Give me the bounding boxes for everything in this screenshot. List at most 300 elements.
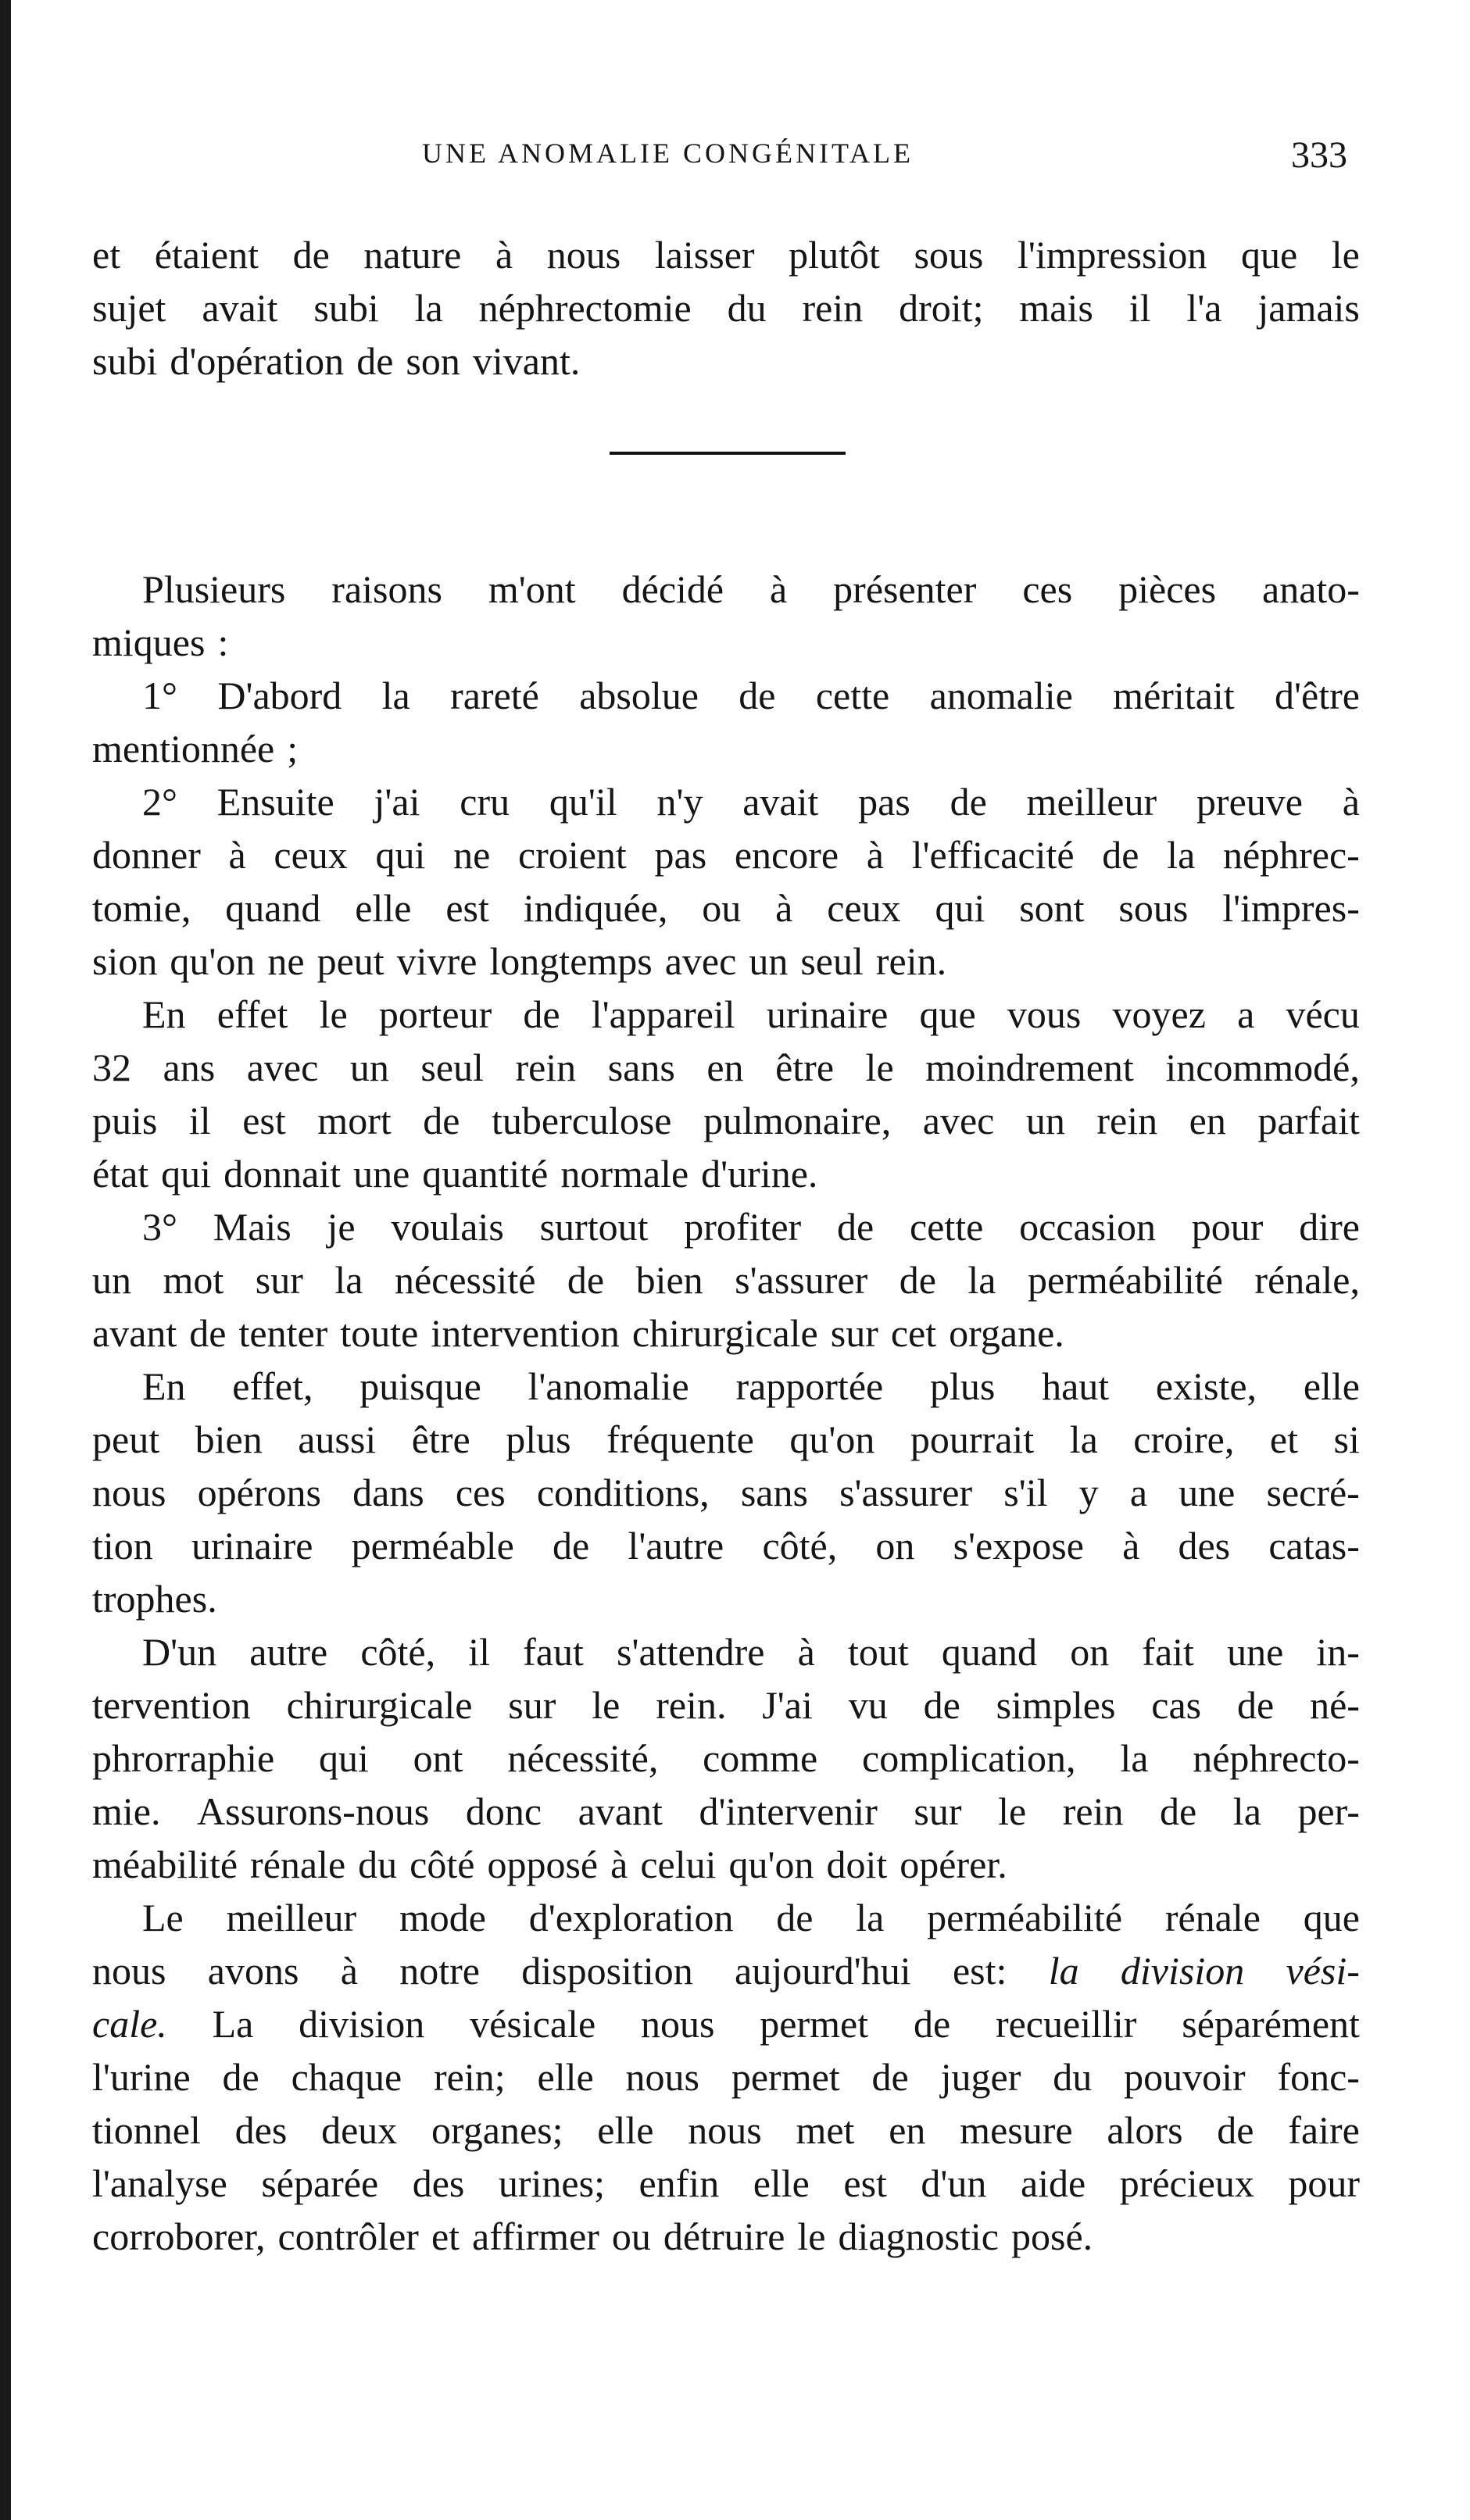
word: vivre [396, 939, 477, 983]
word: avant [578, 1789, 663, 1833]
word: le [1331, 233, 1360, 277]
word: de [523, 992, 560, 1036]
word: aide [1020, 2161, 1086, 2205]
word: pourrait [910, 1417, 1035, 1461]
word: a [1237, 992, 1255, 1036]
word: intervention [431, 1311, 620, 1355]
text-line [92, 1466, 1360, 1519]
word: ces [1022, 567, 1073, 611]
word: l'analyse [92, 2161, 227, 2205]
word: conditions, [536, 1471, 710, 1514]
word: une [1179, 1471, 1236, 1514]
word: urines; [498, 2161, 605, 2205]
word: de [292, 233, 330, 277]
word: la [1120, 1736, 1149, 1780]
word: puisque [359, 1364, 481, 1408]
word: est: [952, 1949, 1007, 1993]
word: quand [941, 1630, 1038, 1674]
word: à [770, 567, 788, 611]
word: l'impres- [1222, 886, 1360, 930]
word: néphrectomie [478, 286, 692, 330]
word: chirurgicale [631, 1311, 818, 1355]
word: d'exploration [528, 1896, 734, 1939]
word: mode [399, 1896, 486, 1939]
word: comme [703, 1736, 818, 1780]
word: 3° [142, 1205, 177, 1249]
word: ans [163, 1046, 216, 1089]
word: corroborer, [92, 2214, 266, 2258]
word: le [592, 1683, 621, 1727]
word: rein [515, 1046, 577, 1089]
text-line [92, 334, 1360, 388]
word: la [856, 1896, 885, 1939]
word: in- [1316, 1630, 1360, 1674]
word: détruire [663, 2214, 785, 2258]
word: on [875, 1524, 915, 1567]
word: la [1167, 833, 1196, 877]
word: faire [1288, 2108, 1360, 2152]
text-line [92, 881, 1360, 935]
word: un [1025, 1099, 1065, 1142]
word: aussi [298, 1417, 377, 1461]
word: le [797, 2214, 826, 2258]
text-line [92, 1147, 1360, 1200]
word: rein [802, 286, 864, 330]
word: avec [664, 939, 737, 983]
word: ces [455, 1471, 506, 1514]
text-line [92, 228, 1360, 281]
word: mais [1019, 286, 1093, 330]
text-line [92, 1678, 1360, 1732]
word: donnait [224, 1152, 342, 1196]
text-line [92, 1997, 1360, 2050]
word: normale [560, 1152, 689, 1196]
word: perméabilité [1027, 1258, 1223, 1302]
word: en [1189, 1099, 1226, 1142]
word: et [92, 233, 121, 277]
paragraph [92, 1891, 1360, 2263]
word: en [706, 1046, 744, 1089]
paragraph [92, 1360, 1360, 1625]
word: de [899, 1258, 936, 1302]
word: disposition [521, 1949, 693, 1993]
word: croire, [1133, 1417, 1235, 1461]
word: subi [92, 339, 158, 383]
word: des [234, 2108, 288, 2152]
word: pour [1191, 1205, 1264, 1249]
word: nature [363, 233, 462, 277]
word: qui [161, 1152, 212, 1196]
text-line [92, 1200, 1360, 1253]
word: seul [800, 939, 864, 983]
word: tervention [92, 1683, 251, 1727]
word: de [913, 2002, 951, 2046]
paragraph [92, 228, 1360, 388]
word: organes; [431, 2108, 563, 2152]
word: s'expose [953, 1524, 1084, 1567]
word: division [1120, 1949, 1245, 1993]
text-line [92, 1094, 1360, 1147]
word: est [843, 2161, 887, 2205]
word: et [431, 2214, 460, 2258]
word: tomie, [92, 886, 191, 930]
word: tout [847, 1630, 909, 1674]
word: preuve [1196, 780, 1303, 824]
word: il [1128, 286, 1151, 330]
word: l'appareil [591, 992, 735, 1036]
word: la [1069, 1417, 1098, 1461]
word: des [412, 2161, 465, 2205]
word: n'y [656, 780, 703, 824]
word: être [411, 1417, 470, 1461]
word: à [866, 833, 884, 877]
word: subi [313, 286, 379, 330]
word: rénale, [1254, 1258, 1360, 1302]
section-divider-rule [610, 452, 846, 455]
word: sujet [92, 286, 166, 330]
word: j'ai [374, 780, 420, 824]
word: côté [410, 1843, 475, 1886]
word: croient [517, 833, 627, 877]
word: que [1303, 1896, 1360, 1939]
word: urinaire [766, 992, 889, 1036]
text-line [92, 1041, 1360, 1094]
word: nous [640, 2002, 715, 2046]
word: fonc- [1277, 2055, 1360, 2099]
word: un [349, 1046, 389, 1089]
word: laisser [654, 233, 755, 277]
word: cette [909, 1205, 984, 1249]
paragraph [92, 563, 1360, 669]
word: mesure [960, 2108, 1073, 2152]
word: longtemps [489, 939, 653, 983]
word: à [1342, 780, 1360, 824]
word: de [923, 1683, 960, 1727]
word: sion [92, 939, 158, 983]
text-line [92, 1891, 1360, 1944]
paragraph [92, 1625, 1360, 1891]
word: rein. [656, 1683, 727, 1727]
text-line [92, 2050, 1360, 2104]
word: méritait [1113, 674, 1235, 717]
running-head [422, 134, 1375, 184]
word: de [189, 1311, 227, 1355]
word: enfin [638, 2161, 720, 2205]
word: que [919, 992, 976, 1036]
paragraph [92, 775, 1360, 988]
word: de [1237, 1683, 1275, 1727]
word: de [950, 780, 987, 824]
word: ou [702, 886, 742, 930]
word: peut [317, 939, 384, 983]
word: à [775, 886, 793, 930]
word: voyez [1112, 992, 1206, 1036]
word: qui [375, 833, 426, 877]
word: dire [1299, 1205, 1360, 1249]
word: rareté [450, 674, 539, 717]
word: complication, [862, 1736, 1076, 1780]
word: bien [635, 1258, 703, 1302]
word: donner [92, 833, 201, 877]
paragraph [92, 988, 1360, 1200]
word: diagnostic [838, 2214, 1000, 2258]
word: toute [340, 1311, 419, 1355]
word: avait [742, 780, 819, 824]
word: cet [890, 1311, 937, 1355]
word: si [1333, 1417, 1360, 1461]
word: à [340, 1949, 358, 1993]
word: le [998, 1789, 1027, 1833]
word: né- [1310, 1683, 1360, 1727]
word: chirurgicale [286, 1683, 473, 1727]
word: être [775, 1046, 835, 1089]
word: mentionnée [92, 727, 275, 770]
word: du [727, 286, 767, 330]
word: sous [914, 233, 984, 277]
word: meilleur [226, 1896, 357, 1939]
word: opérons [197, 1471, 321, 1514]
running-title: UNE ANOMALIE CONGÉNITALE [422, 138, 914, 169]
word: rénale [1164, 1896, 1261, 1939]
text-block-top [92, 228, 1360, 388]
word: de [222, 2055, 259, 2099]
word: sous [1118, 886, 1189, 930]
word: cru [460, 780, 510, 824]
word: La [212, 2002, 254, 2046]
word: décidé [621, 567, 724, 611]
word: ; [287, 727, 299, 770]
word: que [1240, 233, 1298, 277]
word: de [1217, 2108, 1254, 2152]
word: sur [914, 1789, 962, 1833]
word: ne [267, 939, 305, 983]
word: qui [935, 886, 985, 930]
word: opposé [487, 1843, 599, 1886]
text-line [92, 722, 1360, 775]
word: D'un [142, 1630, 217, 1674]
word: une [353, 1152, 410, 1196]
word: nous [625, 2055, 699, 2099]
word: quand [225, 886, 321, 930]
word: alors [1107, 2108, 1183, 2152]
text-line [92, 828, 1360, 881]
word: sur [830, 1311, 878, 1355]
text-block-main [92, 563, 1360, 2263]
word: le [319, 992, 348, 1036]
word: trophes. [92, 1577, 217, 1621]
word: l'urine [92, 2055, 191, 2099]
word: droit; [899, 286, 984, 330]
text-line [92, 669, 1360, 722]
word: de [739, 674, 776, 717]
word: avec [922, 1099, 995, 1142]
word: indiquée, [523, 886, 668, 930]
word: autre [249, 1630, 328, 1674]
word: elle [1303, 1364, 1360, 1408]
word: vivant. [472, 339, 581, 383]
word: la [414, 286, 443, 330]
word: d'urine. [701, 1152, 818, 1196]
word: la [967, 1258, 996, 1302]
word: qu'on [728, 1843, 814, 1886]
word: En [142, 992, 186, 1036]
word: du [358, 1843, 398, 1886]
word: cette [815, 674, 890, 717]
word: sur [508, 1683, 556, 1727]
word: existe, [1155, 1364, 1257, 1408]
word: la [1048, 1949, 1079, 1993]
word: nous [92, 1471, 166, 1514]
word: celui [640, 1843, 717, 1886]
word: plus [506, 1417, 571, 1461]
word: avant [92, 1311, 177, 1355]
word: sur [255, 1258, 303, 1302]
word: Ensuite [216, 780, 334, 824]
word: affirmer [472, 2214, 599, 2258]
text-line [92, 1253, 1360, 1306]
word: mie. [92, 1789, 161, 1833]
paragraph [92, 1200, 1360, 1360]
word: posé. [1011, 2214, 1093, 2258]
word: recueillir [995, 2002, 1137, 2046]
word: il [468, 1630, 491, 1674]
word: et [1269, 1417, 1298, 1461]
word: 32 [92, 1046, 131, 1089]
word: anato- [1262, 567, 1360, 611]
word: avait [202, 286, 278, 330]
word: Plusieurs [142, 567, 286, 611]
word: vous [1007, 992, 1082, 1036]
word: dans [352, 1471, 424, 1514]
word: plus [929, 1364, 996, 1408]
word: phrorraphie [92, 1736, 275, 1780]
word: de [423, 1099, 460, 1142]
text-line [92, 2104, 1360, 2157]
word: simples [996, 1683, 1116, 1727]
word: y [1078, 1471, 1099, 1514]
word: l'a [1186, 286, 1222, 330]
word: contrôler [277, 2214, 419, 2258]
word: absolue [579, 674, 699, 717]
word: l'impression [1018, 233, 1207, 277]
word: haut [1042, 1364, 1110, 1408]
word: est [445, 886, 489, 930]
word: cas [1151, 1683, 1202, 1727]
word: deux [321, 2108, 398, 2152]
text-line [92, 2210, 1360, 2263]
word: la [1232, 1789, 1261, 1833]
word: ceux [827, 886, 901, 930]
word: qu'on [170, 939, 256, 983]
word: sans [607, 1046, 675, 1089]
word: perméable [351, 1524, 514, 1567]
word: tuberculose [492, 1099, 672, 1142]
word: précieux [1119, 2161, 1254, 2205]
word: d'opération [170, 339, 345, 383]
word: ou [611, 2214, 651, 2258]
word: elle [753, 2161, 810, 2205]
word: elle [537, 2055, 594, 2099]
word: doit [826, 1843, 888, 1886]
word: méabilité [92, 1843, 238, 1886]
word: quantité [422, 1152, 549, 1196]
word: opérer. [900, 1843, 1007, 1886]
word: pour [1288, 2161, 1360, 2205]
word: des [1178, 1524, 1231, 1567]
word: profiter [684, 1205, 802, 1249]
word: sans [740, 1471, 808, 1514]
text-line [92, 2157, 1360, 2210]
word: néphrec- [1222, 833, 1360, 877]
text-line [92, 1625, 1360, 1678]
word: secré- [1266, 1471, 1360, 1514]
word: effet, [232, 1364, 313, 1408]
word: pièces [1118, 567, 1217, 611]
word: à [797, 1630, 815, 1674]
word: la [334, 1258, 363, 1302]
text-line [92, 988, 1360, 1041]
word: nous [688, 2108, 762, 2152]
word: il [188, 1099, 211, 1142]
word: miques [92, 620, 206, 664]
word: de [553, 1524, 590, 1567]
word: de [776, 1896, 814, 1939]
word: moindrement [925, 1046, 1134, 1089]
word: elle [597, 2108, 654, 2152]
word: plutôt [789, 233, 880, 277]
word: cale. [92, 2002, 167, 2046]
word: nous [546, 233, 621, 277]
word: occasion [1019, 1205, 1157, 1249]
word: l'anomalie [528, 1364, 689, 1408]
word: je [327, 1205, 356, 1249]
word: juger [940, 2055, 1021, 2099]
word: on [1070, 1630, 1110, 1674]
word: à [610, 1843, 628, 1886]
word: : [217, 620, 229, 664]
word: rénale [250, 1843, 346, 1886]
word: à [495, 233, 513, 277]
word: de [1102, 833, 1139, 877]
word: En [142, 1364, 186, 1408]
paragraph [92, 669, 1360, 775]
word: s'il [1003, 1471, 1048, 1514]
word: pas [858, 780, 910, 824]
text-line [92, 1944, 1360, 1997]
word: avons [207, 1949, 299, 1993]
word: de [836, 1205, 874, 1249]
word: effet [216, 992, 288, 1036]
word: ont [413, 1736, 463, 1780]
word: 1° [142, 674, 177, 717]
word: organe. [949, 1311, 1064, 1355]
word: pouvoir [1124, 2055, 1246, 2099]
word: elle [355, 886, 412, 930]
text-line [92, 935, 1360, 988]
page-scan-edge [0, 0, 11, 2520]
word: rein [1062, 1789, 1124, 1833]
word: nous [92, 1949, 166, 1993]
text-line [92, 1732, 1360, 1785]
word: mort [317, 1099, 392, 1142]
word: d'un [921, 2161, 987, 2205]
word: s'attendre [617, 1630, 765, 1674]
word: état [92, 1152, 149, 1196]
word: de [567, 1258, 605, 1302]
word: côté, [762, 1524, 838, 1567]
word: parfait [1257, 1099, 1360, 1142]
word: tionnel [92, 2108, 201, 2152]
